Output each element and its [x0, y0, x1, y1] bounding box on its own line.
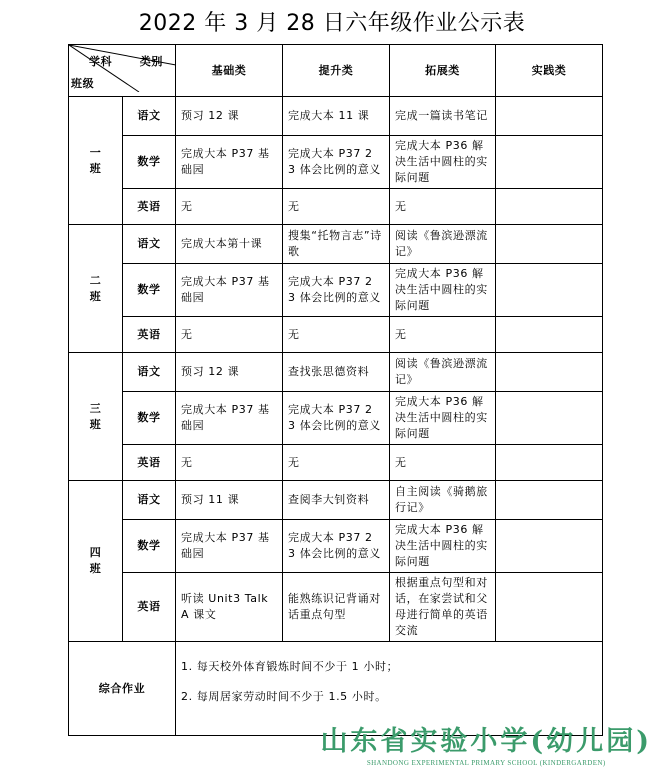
homework-cell [496, 97, 603, 136]
subject-cell: 语文 [123, 97, 176, 136]
page-title: 2022 年 3 月 28 日六年级作业公示表 [138, 11, 526, 36]
homework-cell: 预习 11 课 [176, 481, 283, 520]
homework-cell [496, 136, 603, 189]
homework-cell: 完成大本 P37 2 3 体会比例的意义 [283, 392, 390, 445]
homework-cell [496, 445, 603, 481]
subject-cell: 语文 [123, 225, 176, 264]
corner-class-label: 班级 [71, 77, 95, 90]
subject-cell: 数学 [123, 520, 176, 573]
corner-cell [69, 45, 176, 97]
table-row [69, 481, 603, 520]
homework-cell: 根据重点句型和对话，在家尝试和父母进行简单的英语交流 [390, 573, 496, 642]
comprehensive-label: 综合作业 [69, 642, 176, 736]
table-row [69, 317, 603, 353]
homework-cell: 完成大本 P36 解决生活中圆柱的实际问题 [390, 136, 496, 189]
table-row [69, 136, 603, 189]
homework-cell: 完成大本 P37 基础园 [176, 136, 283, 189]
subject-cell: 数学 [123, 392, 176, 445]
homework-cell: 无 [283, 445, 390, 481]
homework-cell [496, 573, 603, 642]
class-name-cell: 四 班 [69, 481, 123, 642]
class-name-cell: 一 班 [69, 97, 123, 225]
homework-cell: 完成大本 P36 解决生活中圆柱的实际问题 [390, 520, 496, 573]
homework-table [68, 44, 603, 736]
homework-cell [496, 353, 603, 392]
comprehensive-item: 1. 每天校外体育锻炼时间不少于 1 小时； [181, 659, 399, 673]
corner-type-label: 类别 [139, 55, 163, 68]
school-logo [320, 726, 652, 767]
homework-cell [496, 189, 603, 225]
logo-chinese-text: 山东省实验小学(幼儿园) [320, 726, 652, 757]
logo-english-text: SHANDONG EXPERIMENTAL PRIMARY SCHOOL (KINDERGARDEN) [366, 759, 606, 767]
table-row [69, 97, 603, 136]
homework-cell: 查阅李大钊资料 [283, 481, 390, 520]
comprehensive-item: 2. 每周居家劳动时间不少于 1.5 小时。 [181, 689, 387, 703]
homework-cell [496, 225, 603, 264]
homework-cell: 无 [283, 189, 390, 225]
table-row [69, 225, 603, 264]
homework-cell: 完成大本 P36 解决生活中圆柱的实际问题 [390, 392, 496, 445]
header-row [69, 45, 603, 97]
subject-cell: 英语 [123, 573, 176, 642]
table-row [69, 264, 603, 317]
homework-cell: 完成大本 P37 2 3 体会比例的意义 [283, 136, 390, 189]
table-row [69, 573, 603, 642]
homework-cell: 完成大本 P37 基础园 [176, 520, 283, 573]
subject-cell: 英语 [123, 189, 176, 225]
corner-subject-label: 学科 [89, 55, 113, 68]
homework-cell: 完成大本第十课 [176, 225, 283, 264]
homework-cell: 预习 12 课 [176, 97, 283, 136]
header-improve: 提升类 [283, 45, 390, 97]
subject-cell: 语文 [123, 353, 176, 392]
table-row [69, 189, 603, 225]
header-basic: 基础类 [176, 45, 283, 97]
homework-cell [496, 520, 603, 573]
homework-cell [496, 264, 603, 317]
homework-cell: 无 [283, 317, 390, 353]
comprehensive-row [69, 642, 603, 736]
homework-cell: 完成大本 P37 2 3 体会比例的意义 [283, 264, 390, 317]
homework-cell [496, 317, 603, 353]
homework-cell: 无 [390, 189, 496, 225]
table-row [69, 392, 603, 445]
header-practice: 实践类 [496, 45, 603, 97]
homework-cell: 无 [176, 317, 283, 353]
comprehensive-content [176, 642, 603, 736]
subject-cell: 数学 [123, 264, 176, 317]
subject-cell: 英语 [123, 445, 176, 481]
homework-cell: 完成大本 11 课 [283, 97, 390, 136]
homework-cell: 阅读《鲁滨逊漂流记》 [390, 225, 496, 264]
subject-cell: 英语 [123, 317, 176, 353]
homework-cell: 完成大本 P37 2 3 体会比例的意义 [283, 520, 390, 573]
homework-cell: 完成大本 P37 基础园 [176, 392, 283, 445]
homework-cell: 听读 Unit3 Talk A 课文 [176, 573, 283, 642]
subject-cell: 语文 [123, 481, 176, 520]
homework-cell: 无 [390, 317, 496, 353]
table-row [69, 445, 603, 481]
homework-cell: 完成一篇读书笔记 [390, 97, 496, 136]
homework-cell: 无 [390, 445, 496, 481]
table-row [69, 353, 603, 392]
class-name-cell: 二 班 [69, 225, 123, 353]
homework-cell [496, 481, 603, 520]
homework-cell: 自主阅读《骑鹅旅行记》 [390, 481, 496, 520]
homework-cell: 完成大本 P37 基础园 [176, 264, 283, 317]
class-name-cell: 三 班 [69, 353, 123, 481]
homework-cell: 预习 12 课 [176, 353, 283, 392]
homework-cell: 无 [176, 445, 283, 481]
table-row [69, 520, 603, 573]
homework-cell [496, 392, 603, 445]
homework-cell: 搜集“托物言志”诗歌 [283, 225, 390, 264]
subject-cell: 数学 [123, 136, 176, 189]
homework-cell: 无 [176, 189, 283, 225]
homework-cell: 阅读《鲁滨逊漂流记》 [390, 353, 496, 392]
homework-cell: 查找张思德资料 [283, 353, 390, 392]
homework-cell: 能熟练识记背诵对话重点句型 [283, 573, 390, 642]
homework-cell: 完成大本 P36 解决生活中圆柱的实际问题 [390, 264, 496, 317]
header-extend: 拓展类 [390, 45, 496, 97]
